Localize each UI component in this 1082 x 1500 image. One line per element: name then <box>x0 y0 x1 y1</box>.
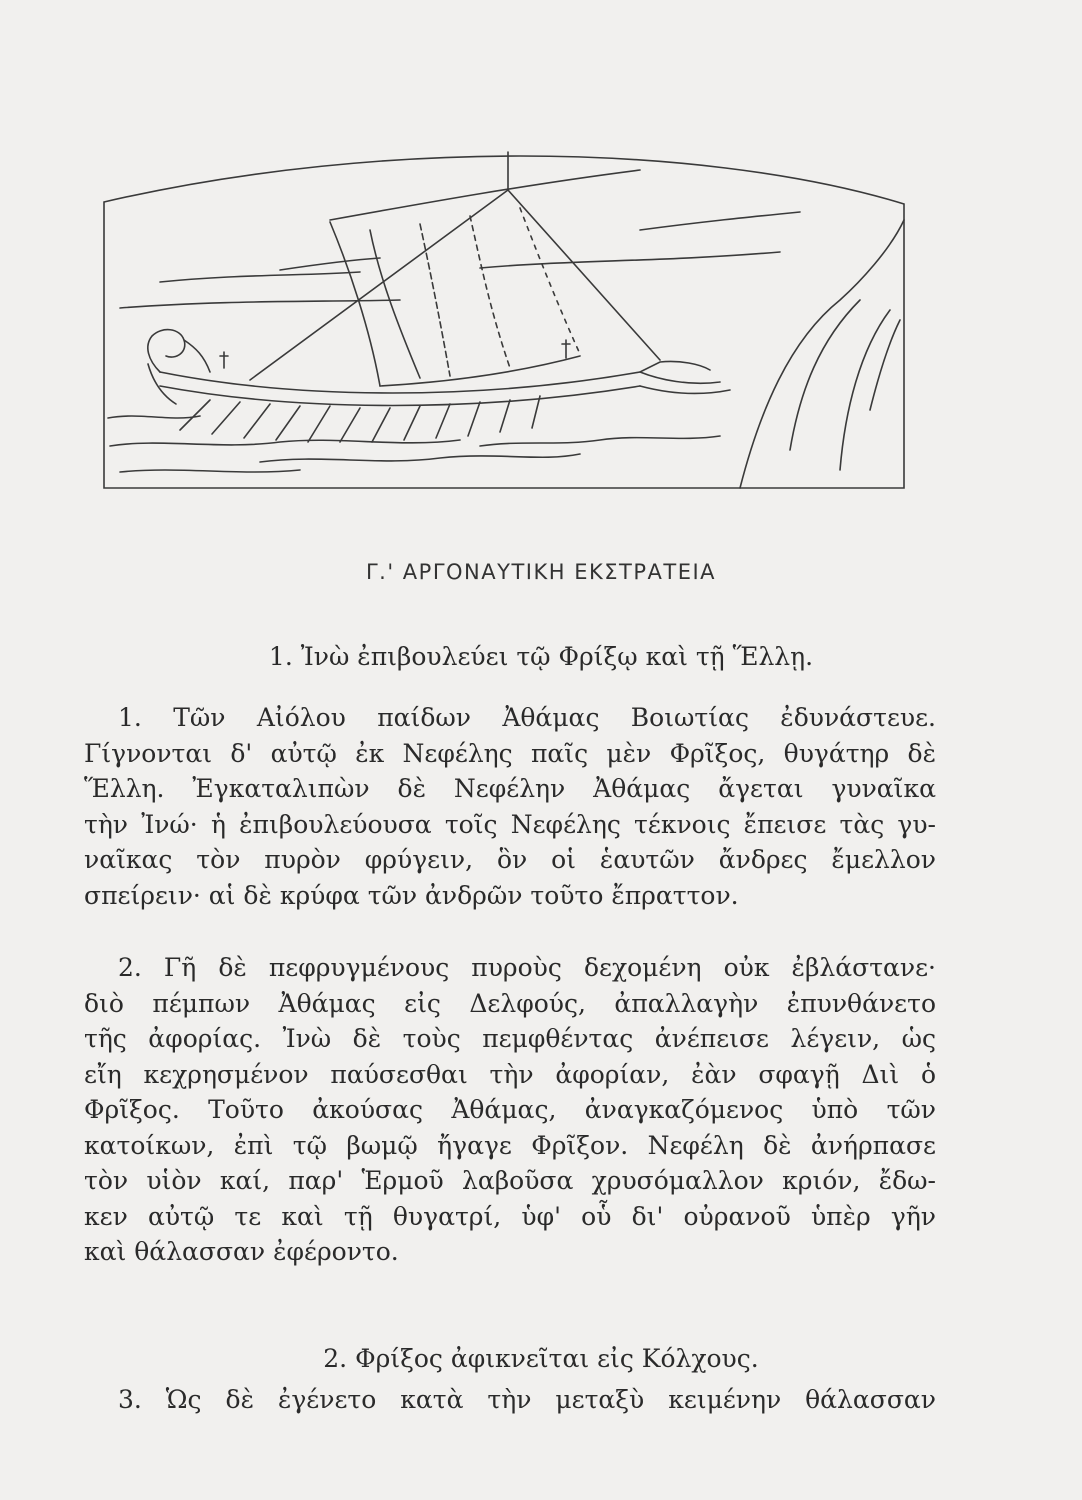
text-line: σπείρειν· αἱ δὲ κρύφα τῶν ἀνδρῶν τοῦτο ἔπραττον. <box>84 880 739 910</box>
text-line: τὸν υἱὸν καί, παρ' Ἑρμοῦ λαβοῦσα χρυσόμαλλον κριόν, ἔδω- <box>84 1166 936 1195</box>
paragraph-3 <box>84 1382 936 1418</box>
section-heading-1: 1. Ἰνὼ ἐπιβουλεύει τῷ Φρίξῳ καὶ τῇ Ἕλλῃ. <box>268 642 814 671</box>
text-line: κατοίκων, ἐπὶ τῷ βωμῷ ἤγαγε Φρῖξον. Νεφέλη δὲ ἀνήρπασε <box>84 1130 936 1160</box>
text-line: διὸ πέμπων Ἀθάμας εἰς Δελφούς, ἀπαλλαγὴν ἐπυνθάνετο <box>84 988 936 1018</box>
text-line: 2. Γῆ δὲ πεφρυγμένους πυροὺς δεχομένη οὐκ ἐβλάστανε· <box>118 953 936 982</box>
text-line: τῆς ἀφορίας. Ἰνὼ δὲ τοὺς πεμφθέντας ἀνέπεισε λέγειν, ὡς <box>84 1024 936 1053</box>
text-line: Γίγνονται δ' αὐτῷ ἐκ Νεφέλης παῖς μὲν Φρῖξος, θυγάτηρ δὲ <box>84 738 936 768</box>
text-line: ναῖκας τὸν πυρὸν φρύγειν, ὃν οἱ ἑαυτῶν ἄνδρες ἔμελλον <box>84 845 936 874</box>
text-line: Φρῖξος. Τοῦτο ἀκούσας Ἀθάμας, ἀναγκαζόμενος ὑπὸ τῶν <box>84 1095 936 1124</box>
text-line: τὴν Ἰνώ· ἡ ἐπιβουλεύουσα τοῖς Νεφέλης τέκνοις ἔπεισε τὰς γυ- <box>84 809 936 839</box>
section-heading-2: 2. Φρίξος ἀφικνεῖται εἰς Κόλχους. <box>323 1344 759 1373</box>
text-line: εἴη κεχρησμένον παύσεσθαι τὴν ἀφορίαν, ἐὰν σφαγῇ Διὶ ὁ <box>84 1059 936 1089</box>
chapter-heading: Γ.' ΑΡΓΟΝΑΥΤΙΚΗ ΕΚΣΤΡΑΤΕΙΑ <box>365 560 717 584</box>
ship-illustration <box>100 150 910 495</box>
text-line: καὶ θάλασσαν ἐφέροντο. <box>84 1237 399 1266</box>
text-line: Ἕλλη. Ἐγκαταλιπὼν δὲ Νεφέλην Ἀθάμας ἄγεται γυναῖκα <box>84 774 936 803</box>
text-line: κεν αὐτῷ τε καὶ τῇ θυγατρί, ὑφ' οὗ δι' οὐρανοῦ ὑπὲρ γῆν <box>84 1201 936 1231</box>
paragraph-2 <box>84 950 936 1270</box>
paragraph-1 <box>84 700 936 913</box>
text-line: 3. Ὡς δὲ ἐγένετο κατὰ τὴν μεταξὺ κειμένην θάλασσαν <box>118 1385 936 1414</box>
text-line: 1. Τῶν Αἰόλου παίδων Ἀθάμας Βοιωτίας ἐδυνάστευε. <box>118 703 936 732</box>
